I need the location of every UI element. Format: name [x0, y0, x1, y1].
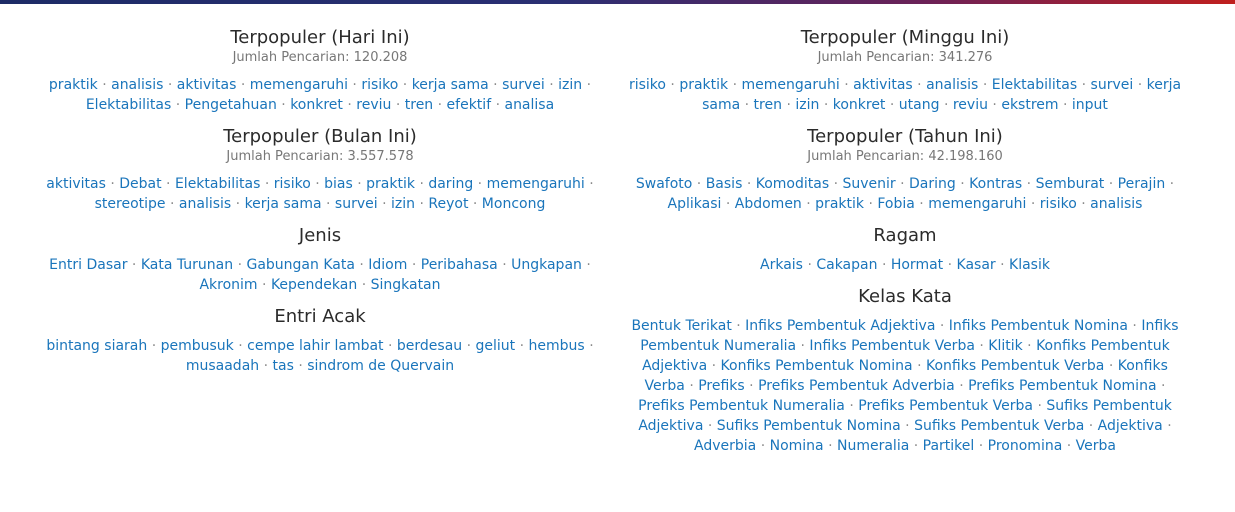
word-link[interactable]: cempe lahir lambat: [247, 338, 384, 354]
word-link[interactable]: analisis: [178, 196, 232, 212]
word-link[interactable]: sindrom de Quervain: [307, 358, 455, 374]
separator: ·: [240, 77, 246, 93]
word-link[interactable]: survei: [1090, 77, 1134, 93]
separator: ·: [1132, 318, 1137, 334]
word-link[interactable]: Prefiks Pembentuk Numeralia: [638, 398, 845, 414]
word-link[interactable]: Peribahasa: [420, 257, 498, 273]
separator: ·: [361, 277, 367, 293]
separator: ·: [493, 77, 498, 93]
left-column: [40, 26, 600, 376]
word-link[interactable]: hembus: [528, 338, 585, 354]
word-link[interactable]: Konfiks Pembentuk Adjektiva: [642, 338, 1170, 374]
word-link[interactable]: Prefiks Pembentuk Verba: [858, 398, 1033, 414]
separator: ·: [262, 277, 267, 293]
word-link[interactable]: Elektabilitas: [991, 77, 1078, 93]
separator: ·: [1066, 438, 1072, 454]
separator: ·: [992, 97, 997, 113]
word-link[interactable]: Kependekan: [270, 277, 358, 293]
top-accent-bar: [0, 0, 1235, 4]
word-link[interactable]: Pengetahuan: [184, 97, 277, 113]
word-link[interactable]: memengaruhi: [741, 77, 840, 93]
word-link[interactable]: konkret: [832, 97, 886, 113]
word-link[interactable]: Sufiks Pembentuk Adjektiva: [638, 398, 1172, 434]
section-terpopuler-tahun-ini: [626, 125, 1184, 214]
separator: ·: [982, 77, 988, 93]
separator: ·: [281, 97, 286, 113]
separator: ·: [889, 97, 895, 113]
separator: ·: [800, 338, 805, 354]
section-title: Kelas Kata: [858, 286, 952, 307]
word-link[interactable]: daring: [428, 176, 474, 192]
word-link[interactable]: praktik: [679, 77, 729, 93]
word-link[interactable]: berdesau: [396, 338, 463, 354]
separator: ·: [382, 196, 387, 212]
separator: ·: [437, 97, 443, 113]
word-link[interactable]: Verba: [1075, 438, 1116, 454]
word-link[interactable]: Perajin: [1117, 176, 1166, 192]
word-link[interactable]: Bentuk Terikat: [631, 318, 732, 334]
word-link[interactable]: input: [1071, 97, 1108, 113]
separator: ·: [744, 97, 750, 113]
separator: ·: [868, 196, 873, 212]
separator: ·: [960, 176, 965, 192]
separator: ·: [589, 176, 594, 192]
word-link[interactable]: Reyot: [428, 196, 469, 212]
word-link[interactable]: reviu: [356, 97, 392, 113]
section-title: Terpopuler (Minggu Ini): [800, 27, 1010, 48]
separator: ·: [166, 176, 171, 192]
word-link[interactable]: Semburat: [1035, 176, 1105, 192]
separator: ·: [849, 398, 854, 414]
separator: ·: [264, 176, 270, 192]
separator: ·: [823, 97, 829, 113]
word-link[interactable]: aktivitas: [46, 176, 106, 192]
separator: ·: [131, 257, 137, 273]
section-entri-acak: [40, 305, 600, 376]
separator: ·: [979, 338, 984, 354]
word-link[interactable]: analisis: [111, 77, 164, 93]
word-link[interactable]: memengaruhi: [486, 176, 585, 192]
separator: ·: [238, 338, 243, 354]
section-jenis: [40, 224, 600, 295]
word-link[interactable]: Entri Dasar: [49, 257, 128, 273]
separator: ·: [315, 176, 320, 192]
word-link[interactable]: izin: [795, 97, 820, 113]
separator: ·: [402, 77, 408, 93]
word-link[interactable]: Kasar: [956, 257, 996, 273]
word-link[interactable]: aktivitas: [853, 77, 913, 93]
separator: ·: [711, 358, 717, 374]
link-list: [626, 174, 1184, 214]
word-link[interactable]: kerja sama: [702, 77, 1182, 113]
word-link[interactable]: Infiks Pembentuk Numeralia: [640, 318, 1179, 354]
separator: ·: [736, 318, 741, 334]
word-link[interactable]: Hormat: [890, 257, 944, 273]
word-link[interactable]: Infiks Pembentuk Verba: [809, 338, 975, 354]
right-column: [626, 26, 1184, 456]
separator: ·: [388, 338, 393, 354]
separator: ·: [549, 77, 554, 93]
separator: ·: [419, 176, 424, 192]
separator: ·: [905, 418, 910, 434]
separator: ·: [589, 338, 594, 354]
separator: ·: [1026, 176, 1032, 192]
separator: ·: [732, 77, 738, 93]
word-link[interactable]: analisa: [504, 97, 555, 113]
separator: ·: [1167, 418, 1172, 434]
separator: ·: [919, 196, 924, 212]
separator: ·: [586, 257, 591, 273]
separator: ·: [347, 97, 352, 113]
separator: ·: [689, 378, 694, 394]
word-link[interactable]: izin: [558, 77, 583, 93]
word-link[interactable]: Prefiks Pembentuk Adverbia: [758, 378, 955, 394]
separator: ·: [466, 338, 472, 354]
separator: ·: [419, 196, 424, 212]
link-list: [626, 75, 1184, 115]
word-link[interactable]: Numeralia: [837, 438, 910, 454]
word-link[interactable]: Elektabilitas: [174, 176, 261, 192]
word-link[interactable]: konkret: [290, 97, 343, 113]
separator: ·: [844, 77, 849, 93]
search-count: Jumlah Pencarian: 3.557.578: [226, 149, 414, 164]
word-link[interactable]: Sufiks Pembentuk Nomina: [716, 418, 901, 434]
word-link[interactable]: Konfiks Pembentuk Verba: [925, 358, 1105, 374]
word-link[interactable]: musaadah: [185, 358, 260, 374]
word-link[interactable]: Kata Turunan: [140, 257, 234, 273]
separator: ·: [1027, 338, 1032, 354]
separator: ·: [235, 196, 241, 212]
word-link[interactable]: memengaruhi: [249, 77, 348, 93]
separator: ·: [110, 176, 115, 192]
link-list: [40, 255, 600, 295]
word-link[interactable]: pembusuk: [160, 338, 234, 354]
separator: ·: [900, 176, 905, 192]
separator: ·: [947, 257, 953, 273]
separator: ·: [170, 196, 175, 212]
separator: ·: [352, 77, 357, 93]
separator: ·: [1169, 176, 1175, 192]
separator: ·: [881, 257, 887, 273]
separator: ·: [939, 318, 945, 334]
word-link[interactable]: Suvenir: [842, 176, 896, 192]
separator: ·: [477, 176, 483, 192]
separator: ·: [806, 196, 811, 212]
word-link[interactable]: tas: [272, 358, 294, 374]
separator: ·: [786, 97, 791, 113]
word-link[interactable]: Elektabilitas: [85, 97, 172, 113]
word-link[interactable]: analisis: [926, 77, 979, 93]
word-link[interactable]: utang: [898, 97, 940, 113]
word-link[interactable]: Cakapan: [816, 257, 878, 273]
word-link[interactable]: tren: [404, 97, 434, 113]
word-link[interactable]: Klasik: [1009, 257, 1050, 273]
link-list: [626, 255, 1184, 275]
word-link[interactable]: Infiks Pembentuk Adjektiva: [745, 318, 936, 334]
link-list: [40, 75, 600, 115]
word-link[interactable]: Abdomen: [734, 196, 802, 212]
word-link[interactable]: geliut: [475, 338, 516, 354]
separator: ·: [943, 97, 949, 113]
separator: ·: [359, 257, 364, 273]
separator: ·: [1000, 257, 1005, 273]
separator: ·: [725, 196, 731, 212]
separator: ·: [472, 196, 478, 212]
word-link[interactable]: Komoditas: [755, 176, 830, 192]
word-link[interactable]: risiko: [628, 77, 666, 93]
word-link[interactable]: Nomina: [769, 438, 824, 454]
section-title: Ragam: [873, 225, 937, 246]
separator: ·: [175, 97, 181, 113]
separator: ·: [519, 338, 525, 354]
separator: ·: [807, 257, 812, 273]
section-terpopuler-minggu-ini: [626, 26, 1184, 115]
separator: ·: [978, 438, 984, 454]
word-link[interactable]: Sufiks Pembentuk Verba: [914, 418, 1085, 434]
separator: ·: [1062, 97, 1068, 113]
word-link[interactable]: Debat: [119, 176, 162, 192]
word-link[interactable]: ekstrem: [1001, 97, 1059, 113]
word-link[interactable]: stereotipe: [94, 196, 166, 212]
link-list: [40, 336, 600, 376]
separator: ·: [1030, 196, 1036, 212]
separator: ·: [913, 438, 919, 454]
word-link[interactable]: Kontras: [969, 176, 1023, 192]
section-kelas-kata: [626, 285, 1184, 456]
search-count: Jumlah Pencarian: 120.208: [232, 50, 408, 65]
word-link[interactable]: Konfiks Verba: [644, 358, 1168, 394]
section-ragam: [626, 224, 1184, 275]
word-link[interactable]: kerja sama: [244, 196, 322, 212]
word-link[interactable]: Infiks Pembentuk Nomina: [948, 318, 1128, 334]
word-link[interactable]: praktik: [815, 196, 864, 212]
word-link[interactable]: Aplikasi: [667, 196, 722, 212]
separator: ·: [326, 196, 331, 212]
separator: ·: [749, 378, 754, 394]
word-link[interactable]: Pronomina: [987, 438, 1063, 454]
separator: ·: [1137, 77, 1143, 93]
word-link[interactable]: memengaruhi: [928, 196, 1027, 212]
word-link[interactable]: Adverbia: [694, 438, 757, 454]
search-count: Jumlah Pencarian: 42.198.160: [807, 149, 1003, 164]
separator: ·: [917, 358, 922, 374]
word-link[interactable]: reviu: [952, 97, 988, 113]
separator: ·: [1108, 358, 1114, 374]
separator: ·: [395, 97, 401, 113]
separator: ·: [357, 176, 362, 192]
separator: ·: [167, 77, 173, 93]
separator: ·: [959, 378, 964, 394]
word-link[interactable]: Swafoto: [635, 176, 693, 192]
section-title: Entri Acak: [274, 306, 366, 327]
separator: ·: [151, 338, 157, 354]
separator: ·: [502, 257, 507, 273]
separator: ·: [760, 438, 766, 454]
word-link[interactable]: Fobia: [877, 196, 915, 212]
separator: ·: [833, 176, 839, 192]
word-link[interactable]: Moncong: [481, 196, 546, 212]
separator: ·: [411, 257, 417, 273]
separator: ·: [707, 418, 713, 434]
word-link[interactable]: Idiom: [368, 257, 408, 273]
word-link[interactable]: Akronim: [199, 277, 258, 293]
word-link[interactable]: Partikel: [922, 438, 975, 454]
separator: ·: [828, 438, 833, 454]
separator: ·: [1108, 176, 1114, 192]
word-link[interactable]: survei: [334, 196, 378, 212]
word-link[interactable]: aktivitas: [176, 77, 237, 93]
section-terpopuler-bulan-ini: [40, 125, 600, 214]
word-link[interactable]: praktik: [48, 77, 98, 93]
word-link[interactable]: kerja sama: [411, 77, 489, 93]
section-terpopuler-hari-ini: [40, 26, 600, 115]
word-link[interactable]: bintang siarah: [46, 338, 148, 354]
word-link[interactable]: Arkais: [760, 257, 803, 273]
word-link[interactable]: survei: [502, 77, 545, 93]
search-count: Jumlah Pencarian: 341.276: [817, 50, 993, 65]
separator: ·: [696, 176, 702, 192]
word-link[interactable]: Daring: [909, 176, 956, 192]
section-title: Terpopuler (Bulan Ini): [223, 126, 417, 147]
separator: ·: [102, 77, 107, 93]
word-link[interactable]: efektif: [446, 97, 492, 113]
word-link[interactable]: Basis: [705, 176, 743, 192]
word-link[interactable]: analisis: [1090, 196, 1143, 212]
section-title: Terpopuler (Tahun Ini): [807, 126, 1003, 147]
separator: ·: [495, 97, 501, 113]
word-link[interactable]: bias: [324, 176, 353, 192]
word-link[interactable]: Singkatan: [370, 277, 441, 293]
word-link[interactable]: Ungkapan: [511, 257, 582, 273]
separator: ·: [586, 77, 592, 93]
word-link[interactable]: Klitik: [988, 338, 1023, 354]
separator: ·: [746, 176, 752, 192]
word-link[interactable]: Konfiks Pembentuk Nomina: [720, 358, 913, 374]
separator: ·: [263, 358, 269, 374]
separator: ·: [1081, 77, 1087, 93]
link-list: [40, 174, 600, 214]
word-link[interactable]: tren: [753, 97, 782, 113]
word-link[interactable]: risiko: [1039, 196, 1077, 212]
separator: ·: [237, 257, 243, 273]
separator: ·: [298, 358, 303, 374]
separator: ·: [1160, 378, 1166, 394]
word-link[interactable]: risiko: [273, 176, 311, 192]
word-link[interactable]: Prefiks: [698, 378, 745, 394]
link-list: [626, 316, 1184, 456]
section-title: Terpopuler (Hari Ini): [230, 27, 410, 48]
word-link[interactable]: Prefiks Pembentuk Nomina: [968, 378, 1157, 394]
word-link[interactable]: risiko: [361, 77, 399, 93]
word-link[interactable]: Gabungan Kata: [246, 257, 355, 273]
section-title: Jenis: [298, 225, 342, 246]
word-link[interactable]: Adjektiva: [1097, 418, 1163, 434]
separator: ·: [1088, 418, 1094, 434]
separator: ·: [670, 77, 675, 93]
separator: ·: [1037, 398, 1042, 414]
word-link[interactable]: praktik: [366, 176, 415, 192]
word-link[interactable]: izin: [391, 196, 416, 212]
separator: ·: [1081, 196, 1086, 212]
separator: ·: [917, 77, 922, 93]
